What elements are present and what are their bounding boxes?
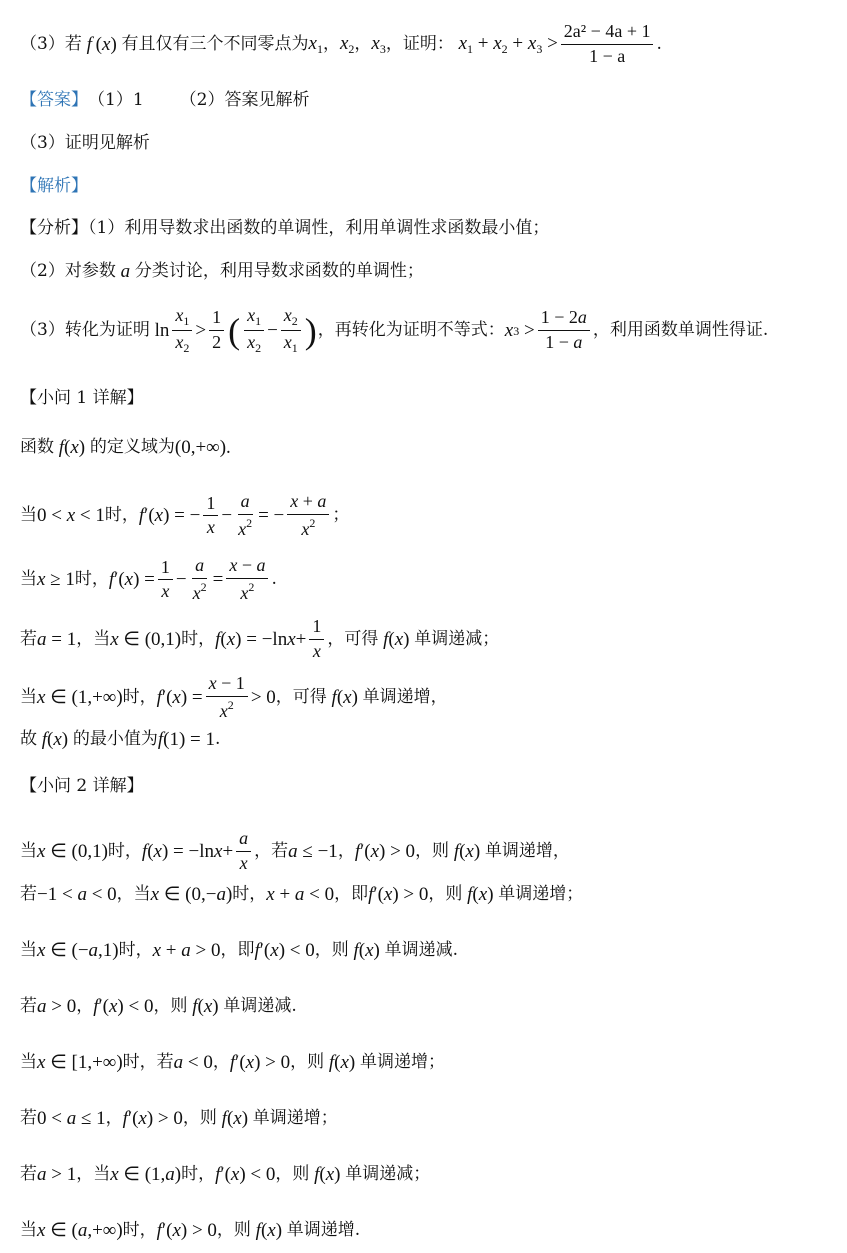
- analysis-p1: 【分析】（1）利用导数求出函数的单调性，利用单调性求函数最小值；: [20, 218, 550, 238]
- sub1-title: 【小问 1 详解】: [20, 388, 144, 408]
- sub1-line4: 若 a = 1 ，当 x ∈ (0,1) 时， f ( x ) = −ln x + $\frac{1}{x}$ ，可得 f(x) 单调递减；: [20, 616, 500, 661]
- sub2-line5: 当 x ∈ [1,+∞) 时，若 a < 0 ， f′(x) > 0 ，则 f(x) 单调递增；: [20, 1052, 445, 1073]
- sub2-title: 【小问 2 详解】: [20, 776, 144, 796]
- analysis-tag: 【解析】: [20, 176, 88, 196]
- sub2-line2: 若 −1 < a < 0 ，当 x ∈ (0,−a) 时， x + a < 0 ，即 f′(x) > 0 ，则 f(x) 单调递增；: [20, 884, 584, 905]
- sub1-line6: 故 f(x) 的最小值为 f(1) = 1 .: [20, 729, 221, 750]
- analysis-p3: （3）转化为证明 ln $\frac{x_1}{x_2}$ > $\frac{1}{2}$ ( $\frac{x_1}{x_2}$ − $\frac{x_2}{x_1}$ ) ，再转化为证明不等式： x 3 > $\frac{1 - 2a}{1 - a}$ ，利用函数单调性得证.: [20, 305, 769, 356]
- math-x2: $x_2$: [339, 32, 355, 56]
- analysis-p2: （2）对参数 a 分类讨论，利用导数求函数的单调性；: [20, 261, 424, 282]
- sub2-line3: 当 x ∈ (−a,1) 时， x + a > 0 ，即 f′(x) < 0 ，则 f(x) 单调递减.: [20, 940, 459, 961]
- math-x3: $x_3$: [371, 32, 386, 56]
- answer-line: 【答案】 （1）1 （2）答案见解析: [20, 90, 310, 110]
- sub2-line8: 当 x ∈ (a,+∞) 时， f′(x) > 0 ，则 f(x) 单调递增.: [20, 1220, 361, 1241]
- answer-line-3: （3）证明见解析: [20, 133, 150, 153]
- sub2-line7: 若 a > 1 ，当 x ∈ (1,a) 时， f′(x) < 0 ，则 f(x) 单调递减；: [20, 1164, 431, 1185]
- question-3: （3）若 f (x) 有且仅有三个不同零点为 $x_1$ ， $x_2$ ， $x_3$ ，证明： $x_1 + x_2 + x_3$ > $\frac{\text{2a² − 4a + 1}}{1 - a}$ .: [20, 21, 662, 66]
- sub1-line2: 当 0 < x < 1 时， f ′( x ) = − $\frac{1}{x}$ − $\frac{a}{x^2}$ = − $\frac{x + a}{x^2}$ ；: [20, 491, 350, 539]
- answer-tag: 【答案】: [20, 90, 88, 110]
- sub1-line1: 函数 f(x) 的定义域为 (0,+∞).: [20, 437, 231, 458]
- sub2-line4: 若 a > 0 ， f′(x) < 0 ，则 f(x) 单调递减.: [20, 996, 297, 1017]
- sub2-line6: 若 0 < a ≤ 1 ， f′(x) > 0 ，则 f(x) 单调递增；: [20, 1108, 338, 1129]
- math-x1: $x_1$: [308, 32, 323, 56]
- sub1-line5: 当 x ∈ (1,+∞) 时， f ′( x ) = $\frac{x - 1}{x^2}$ > 0 ，可得 f(x) 单调递增，: [20, 673, 448, 721]
- math-x3-inequality: x 3 > $\frac{1 - 2a}{1 - a}$: [505, 308, 593, 353]
- math-ln-inequality: ln $\frac{x_1}{x_2}$ > $\frac{1}{2}$ ( $\frac{x_1}{x_2}$ − $\frac{x_2}{x_1}$ ): [149, 305, 317, 356]
- math-fx: f (x): [86, 33, 122, 55]
- math-sum-inequality: $x_1 + x_2 + x_3$ >: [458, 32, 558, 56]
- math-fraction: $\frac{\text{2a² − 4a + 1}}{1 - a}$: [561, 22, 654, 67]
- sub1-line3: 当 x ≥ 1 时， f ′( x ) = $\frac{1}{x}$ − $\frac{a}{x^2}$ = $\frac{x - a}{x^2}$ .: [20, 555, 277, 603]
- sub2-line1: 当 x ∈ (0,1) 时， f ( x ) = −ln x + $\frac{a}{x}$ ，若 a ≤ −1 ， f′(x) > 0 ，则 f(x) 单调递增，: [20, 828, 570, 873]
